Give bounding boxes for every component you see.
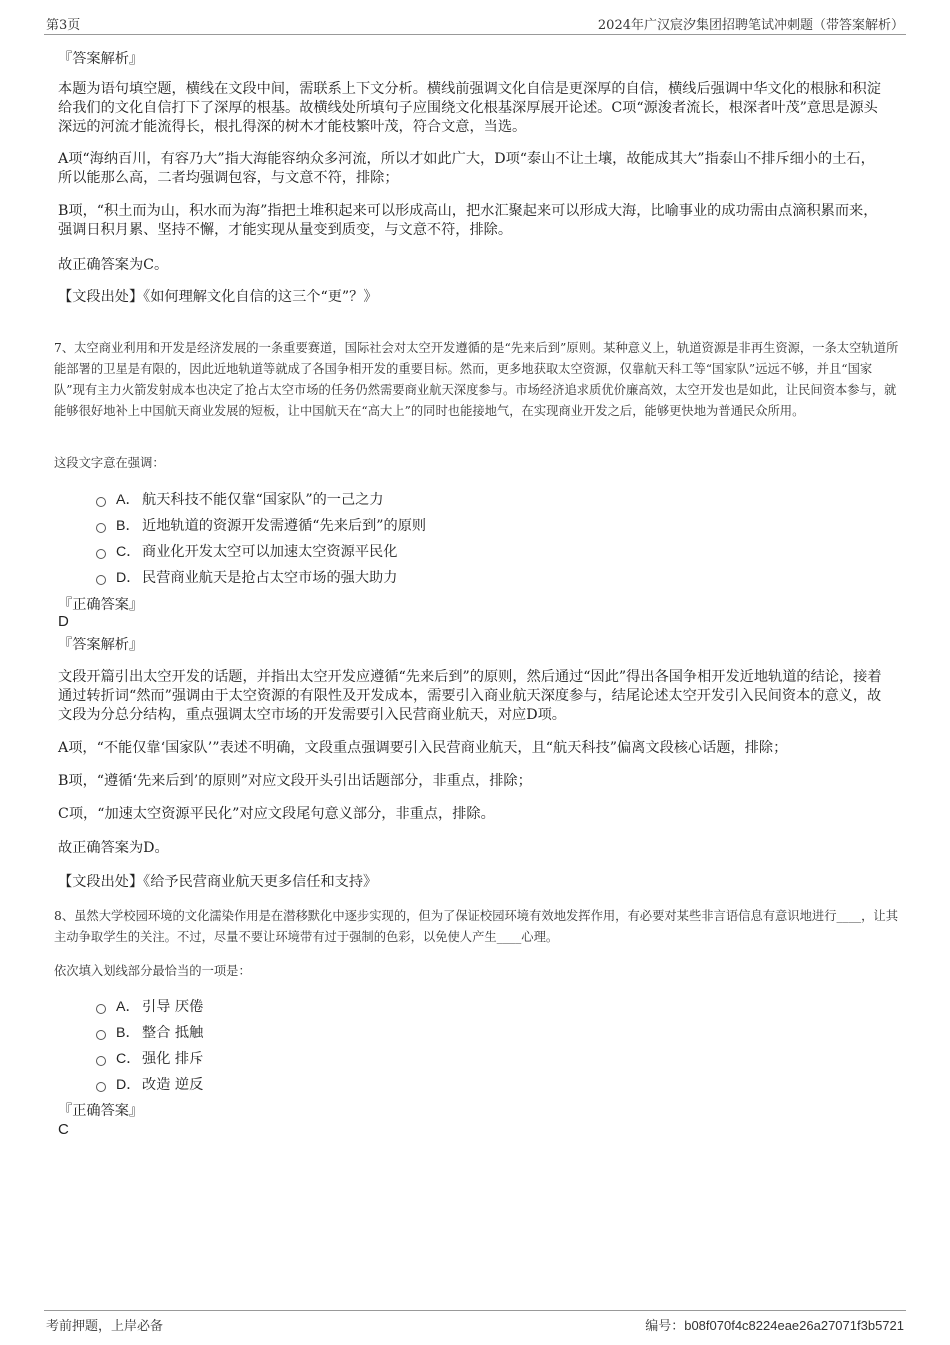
q7-analysis-p1: 文段开篇引出太空开发的话题，并指出太空开发应遵循“先来后到”的原则，然后通过“因此”得出各国争相开发近地轨道的结论，接着通过转折词“然而”强调由于太空资源的有限性及开发成本，需要引入商业航天深度参与，结尾论述太空开发引入民间资本的意义，故文段为分总分结构，重点强调太空市场的开发需要引入民营商业航天，对应D项。 [58, 669, 882, 723]
radio-icon[interactable] [96, 575, 106, 585]
radio-icon[interactable] [96, 1056, 106, 1066]
q8-option-c[interactable]: C． 强化 排斥 [96, 1048, 203, 1068]
page-number: 第3页 [46, 18, 81, 33]
q6-analysis-p2: A项“海纳百川，有容乃大”指大海能容纳众多河流，所以才如此广大，D项“泰山不让土壤，故能成其大”指泰山不排斥细小的土石，所以能那么高，二者均强调包容，与文意不符，排除； [58, 151, 875, 186]
radio-icon[interactable] [96, 1082, 106, 1092]
radio-icon[interactable] [96, 549, 106, 559]
q6-conclusion: 故正确答案为C。 [58, 257, 169, 273]
radio-icon[interactable] [96, 523, 106, 533]
q7-analysis-p4: C项，“加速太空资源平民化”对应文段尾句意义部分，非重点，排除。 [58, 806, 495, 822]
q7-option-a[interactable]: A． 航天科技不能仅靠“国家队”的一己之力 [96, 489, 384, 509]
page-footer [44, 1310, 906, 1335]
radio-icon[interactable] [96, 1030, 106, 1040]
document-id: 编号：b08f070f4c8224eae26a27071f3b5721 [645, 1318, 904, 1333]
q7-option-b[interactable]: B． 近地轨道的资源开发需遵循“先来后到”的原则 [96, 515, 426, 535]
page-header [44, 14, 906, 35]
radio-icon[interactable] [96, 497, 106, 507]
q6-analysis-p1: 本题为语句填空题，横线在文段中间，需联系上下文分析。横线前强调文化自信是更深厚的自信，横线后强调中华文化的根脉和积淀给我们的文化自信打下了深厚的根基。故横线处所填句子应围绕文化根基深厚展开论述。C项“源浚者流长，根深者叶茂”意思是源头深远的河流才能流得长，根扎得深的树木才能枝繁叶茂，符合文意，当选。 [58, 81, 881, 135]
footer-slogan: 考前押题，上岸必备 [46, 1319, 164, 1334]
q7-source: 【文段出处】《给予民营商业航天更多信任和支持》 [58, 874, 378, 890]
document-title: 2024年广汉宸汐集团招聘笔试冲刺题（带答案解析） [597, 18, 904, 33]
q7-analysis-title: 『答案解析』 [58, 637, 144, 653]
q7-analysis-p2: A项，“不能仅靠‘国家队’”表述不明确，文段重点强调要引入民营商业航天，且“航天科技”偏离文段核心话题，排除； [58, 740, 788, 756]
q7-answer-title: 『正确答案』 [58, 597, 144, 613]
q8-option-a[interactable]: A． 引导 厌倦 [96, 996, 203, 1016]
q7-conclusion: 故正确答案为D。 [58, 840, 169, 856]
q8-stem: 8、虽然大学校园环境的文化濡染作用是在潜移默化中逐步实现的，但为了保证校园环境有效地发挥作用，有必要对某些非言语信息有意识地进行____，让其主动争取学生的关注。不过，尽量不要让环境带有过于强制的色彩，以免使人产生____心理。 [54, 909, 899, 944]
q7-analysis-p3: B项，“遵循‘先来后到’的原则”对应文段开头引出话题部分，非重点，排除； [58, 773, 532, 789]
q6-analysis-title: 『答案解析』 [58, 51, 144, 67]
q6-source: 【文段出处】《如何理解文化自信的这三个“更”？》 [58, 289, 378, 305]
q7-option-c[interactable]: C． 商业化开发太空可以加速太空资源平民化 [96, 541, 397, 561]
q7-stem: 7、太空商业利用和开发是经济发展的一条重要赛道，国际社会对太空开发遵循的是“先来后到”原则。某种意义上，轨道资源是非再生资源，一条太空轨道所能部署的卫星是有限的，因此近地轨道等就成了各国争相开发的重要目标。然而，更多地获取太空资源，仅靠航天科工等“国家队”远远不够，并且“国家队”现有主力火箭发射成本也决定了抢占太空市场的任务仍然需要商业航天深度参与。市场经济追求质优价廉高效，太空开发也是如此，让民间资本参与，就能够很好地补上中国航天商业发展的短板，让中国航天在“高大上”的同时也能接地气，在实现商业开发之后，能够更快地为普通民众所用。 [54, 341, 899, 418]
q8-prompt: 依次填入划线部分最恰当的一项是： [54, 964, 251, 978]
q6-analysis-p3: B项，“积土而为山，积水而为海”指把土堆积起来可以形成高山，把水汇聚起来可以形成大海，比喻事业的成功需由点滴积累而来，强调日积月累、坚持不懈，才能实现从量变到质变，与文意不符，排除。 [58, 203, 878, 238]
q8-answer-title: 『正确答案』 [58, 1103, 144, 1119]
q7-prompt: 这段文字意在强调： [54, 456, 165, 470]
q8-answer: C [58, 1121, 69, 1138]
q7-option-d[interactable]: D． 民营商业航天是抢占太空市场的强大助力 [96, 567, 397, 587]
q8-option-d[interactable]: D． 改造 逆反 [96, 1074, 203, 1094]
q7-answer: D [58, 613, 69, 630]
q8-option-b[interactable]: B． 整合 抵触 [96, 1022, 203, 1042]
radio-icon[interactable] [96, 1004, 106, 1014]
